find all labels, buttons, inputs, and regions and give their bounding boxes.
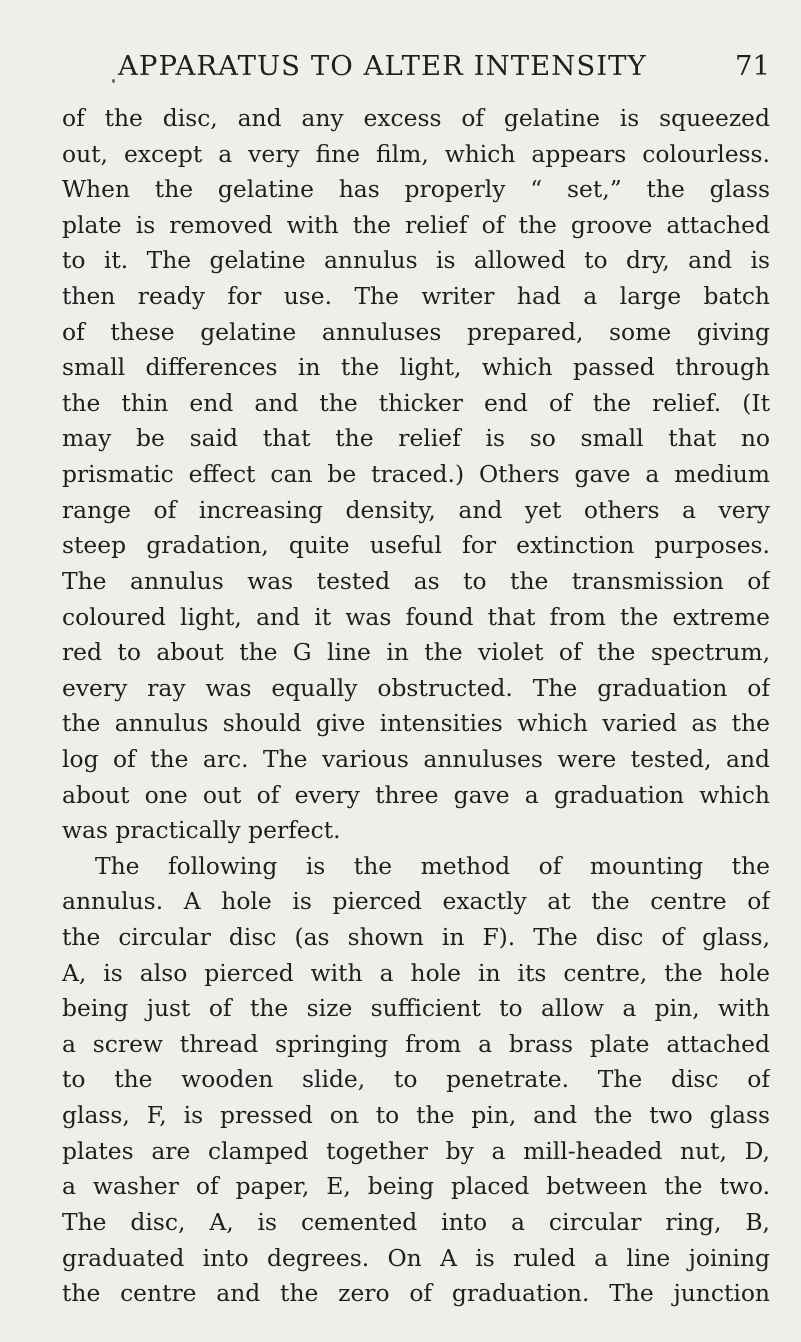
text-line-26: being just of the size sufficient to allow a pin, with xyxy=(62,994,770,1023)
text-line-7: of these gelatine annuluses prepared, some giving xyxy=(62,317,770,346)
text-line-5: to it. The gelatine annulus is allowed to dry, and is xyxy=(62,246,770,275)
text-line-25: A, is also pierced with a hole in its centre, the hole xyxy=(62,958,770,987)
text-line-29: glass, F, is pressed on to the pin, and the two glass xyxy=(62,1101,770,1130)
text-line-22: The following is the method of mounting the xyxy=(95,851,770,880)
text-line-33: graduated into degrees. On A is ruled a line joining xyxy=(62,1243,770,1272)
text-line-17: every ray was equally obstructed. The graduation of xyxy=(62,673,770,702)
text-line-14: The annulus was tested as to the transmission of xyxy=(62,566,770,595)
text-line-8: small differences in the light, which passed through xyxy=(62,353,770,382)
text-line-10: may be said that the relief is so small that no xyxy=(62,424,770,453)
text-line-21: was practically perfect. xyxy=(62,816,341,845)
page-number: 71 xyxy=(735,50,770,82)
text-line-1: of the disc, and any excess of gelatine is squeezed xyxy=(62,104,770,132)
page-header xyxy=(118,46,770,86)
text-line-9: the thin end and the thicker end of the relief. (It xyxy=(62,388,770,417)
text-line-4: plate is removed with the relief of the groove attached xyxy=(62,210,770,239)
text-line-15: coloured light, and it was found that from the extreme xyxy=(62,602,770,631)
text-line-20: about one out of every three gave a graduation which xyxy=(62,780,770,809)
text-line-23: annulus. A hole is pierced exactly at the centre of xyxy=(62,887,770,916)
body-text xyxy=(62,101,770,1312)
text-line-2: out, except a very fine film, which appears colourless. xyxy=(62,139,770,168)
text-line-34: the centre and the zero of graduation. The junction xyxy=(62,1279,770,1308)
text-line-31: a washer of paper, E, being placed between the two. xyxy=(62,1172,770,1201)
text-line-32: The disc, A, is cemented into a circular ring, B, xyxy=(62,1207,770,1236)
text-line-30: plates are clamped together by a mill-headed nut, D, xyxy=(62,1136,770,1165)
text-line-6: then ready for use. The writer had a large batch xyxy=(62,282,770,311)
text-line-16: red to about the G line in the violet of the spectrum, xyxy=(62,638,770,667)
text-line-19: log of the arc. The various annuluses were tested, and xyxy=(62,744,770,773)
text-line-13: steep gradation, quite useful for extinction purposes. xyxy=(62,531,770,560)
text-line-24: the circular disc (as shown in F). The disc of glass, xyxy=(62,923,770,952)
print-speck xyxy=(112,79,115,83)
text-line-27: a screw thread springing from a brass plate attached xyxy=(62,1029,770,1058)
text-line-18: the annulus should give intensities which varied as the xyxy=(62,709,770,738)
text-line-3: When the gelatine has properly “ set,” the glass xyxy=(62,175,770,204)
text-line-12: range of increasing density, and yet others a very xyxy=(62,495,770,524)
text-line-28: to the wooden slide, to penetrate. The disc of xyxy=(62,1065,770,1094)
running-head: APPARATUS TO ALTER INTENSITY xyxy=(118,50,647,82)
text-line-11: prismatic effect can be traced.) Others gave a medium xyxy=(62,460,770,489)
